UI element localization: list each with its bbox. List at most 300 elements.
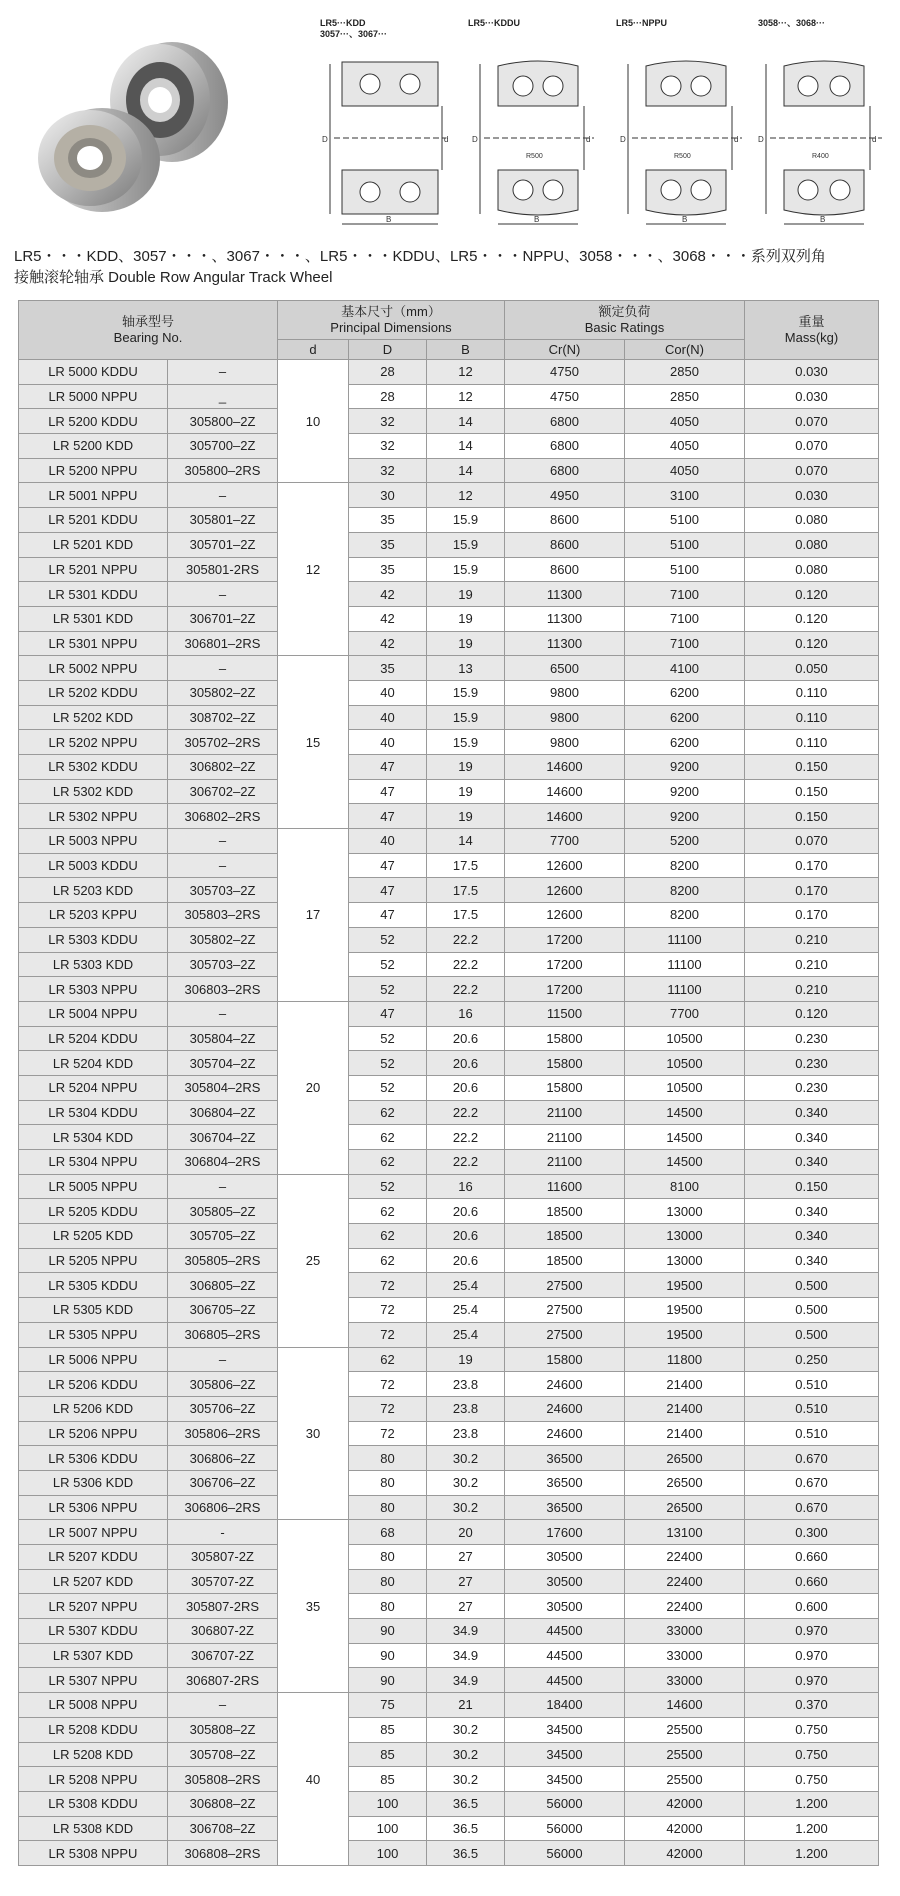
dynamic-load-cell: 34500 bbox=[505, 1717, 625, 1742]
outer-diameter-cell: 68 bbox=[349, 1520, 427, 1545]
header-d: d bbox=[278, 340, 349, 360]
bearing-no-cell: LR 5200 KDDU bbox=[19, 409, 168, 434]
static-load-cell: 14500 bbox=[625, 1125, 745, 1150]
outer-diameter-cell: 100 bbox=[349, 1791, 427, 1816]
static-load-cell: 14600 bbox=[625, 1693, 745, 1718]
equivalent-no-cell: – bbox=[168, 1347, 278, 1372]
equivalent-no-cell: 305803–2RS bbox=[168, 903, 278, 928]
equivalent-no-cell: – bbox=[168, 360, 278, 385]
static-load-cell: 7100 bbox=[625, 631, 745, 656]
mass-cell: 0.750 bbox=[745, 1767, 879, 1792]
table-row bbox=[19, 1594, 879, 1619]
table-row bbox=[19, 1174, 879, 1199]
static-load-cell: 11100 bbox=[625, 977, 745, 1002]
static-load-cell: 26500 bbox=[625, 1470, 745, 1495]
table-row bbox=[19, 1298, 879, 1323]
caption-line-2: 接触滚轮轴承 Double Row Angular Track Wheel bbox=[14, 269, 333, 286]
table-row bbox=[19, 483, 879, 508]
static-load-cell: 2850 bbox=[625, 360, 745, 385]
width-cell: 30.2 bbox=[427, 1446, 505, 1471]
bearing-no-cell: LR 5305 KDD bbox=[19, 1298, 168, 1323]
outer-diameter-cell: 62 bbox=[349, 1150, 427, 1175]
equivalent-no-cell: 305702–2RS bbox=[168, 730, 278, 755]
dynamic-load-cell: 8600 bbox=[505, 508, 625, 533]
mass-cell: 0.150 bbox=[745, 779, 879, 804]
bearing-no-cell: LR 5204 NPPU bbox=[19, 1075, 168, 1100]
table-row bbox=[19, 1248, 879, 1273]
equivalent-no-cell: – bbox=[168, 483, 278, 508]
bearing-no-cell: LR 5003 NPPU bbox=[19, 829, 168, 854]
width-cell: 14 bbox=[427, 458, 505, 483]
table-row bbox=[19, 1470, 879, 1495]
bore-diameter-cell: 15 bbox=[278, 656, 349, 829]
bore-diameter-cell: 40 bbox=[278, 1693, 349, 1866]
table-row bbox=[19, 977, 879, 1002]
table-row bbox=[19, 1545, 879, 1570]
static-load-cell: 4050 bbox=[625, 458, 745, 483]
table-row bbox=[19, 853, 879, 878]
bearing-no-cell: LR 5201 NPPU bbox=[19, 557, 168, 582]
width-cell: 15.9 bbox=[427, 557, 505, 582]
equivalent-no-cell: 306802–2Z bbox=[168, 755, 278, 780]
caption-line-1: LR5・・・KDD、3057・・・、3067・・・、LR5・・・KDDU、LR5・・・NPPU、3058・・・、3068・・・系列双列角 bbox=[14, 248, 826, 265]
equivalent-no-cell: 306803–2RS bbox=[168, 977, 278, 1002]
static-load-cell: 33000 bbox=[625, 1643, 745, 1668]
outer-diameter-cell: 72 bbox=[349, 1421, 427, 1446]
table-row bbox=[19, 532, 879, 557]
table-row bbox=[19, 705, 879, 730]
width-cell: 25.4 bbox=[427, 1298, 505, 1323]
static-load-cell: 8200 bbox=[625, 903, 745, 928]
width-cell: 20.6 bbox=[427, 1051, 505, 1076]
mass-cell: 0.660 bbox=[745, 1545, 879, 1570]
mass-cell: 0.080 bbox=[745, 557, 879, 582]
bearing-no-cell: LR 5200 KDD bbox=[19, 434, 168, 459]
mass-cell: 0.110 bbox=[745, 680, 879, 705]
dynamic-load-cell: 36500 bbox=[505, 1495, 625, 1520]
bearing-no-cell: LR 5308 NPPU bbox=[19, 1841, 168, 1866]
table-row bbox=[19, 1273, 879, 1298]
static-load-cell: 6200 bbox=[625, 730, 745, 755]
outer-diameter-cell: 32 bbox=[349, 458, 427, 483]
table-row bbox=[19, 1125, 879, 1150]
diagram-label: LR5···KDDU bbox=[468, 18, 520, 28]
equivalent-no-cell: 305805–2RS bbox=[168, 1248, 278, 1273]
outer-diameter-cell: 35 bbox=[349, 508, 427, 533]
mass-cell: 1.200 bbox=[745, 1841, 879, 1866]
outer-diameter-cell: 72 bbox=[349, 1273, 427, 1298]
static-load-cell: 22400 bbox=[625, 1545, 745, 1570]
bearing-spec-table bbox=[18, 300, 879, 1866]
table-row bbox=[19, 1100, 879, 1125]
width-cell: 12 bbox=[427, 483, 505, 508]
dynamic-load-cell: 56000 bbox=[505, 1791, 625, 1816]
dynamic-load-cell: 21100 bbox=[505, 1125, 625, 1150]
static-load-cell: 10500 bbox=[625, 1075, 745, 1100]
outer-diameter-cell: 80 bbox=[349, 1495, 427, 1520]
width-cell: 20.6 bbox=[427, 1199, 505, 1224]
equivalent-no-cell: 305801–2Z bbox=[168, 508, 278, 533]
equivalent-no-cell: 306806–2Z bbox=[168, 1446, 278, 1471]
dynamic-load-cell: 8600 bbox=[505, 532, 625, 557]
table-row bbox=[19, 1026, 879, 1051]
outer-diameter-cell: 72 bbox=[349, 1322, 427, 1347]
width-cell: 15.9 bbox=[427, 508, 505, 533]
outer-diameter-cell: 47 bbox=[349, 853, 427, 878]
outer-diameter-cell: 40 bbox=[349, 680, 427, 705]
mass-cell: 0.170 bbox=[745, 853, 879, 878]
table-row bbox=[19, 804, 879, 829]
table-body bbox=[19, 360, 879, 1866]
dynamic-load-cell: 34500 bbox=[505, 1767, 625, 1792]
equivalent-no-cell: 306807-2RS bbox=[168, 1668, 278, 1693]
svg-text:R400: R400 bbox=[812, 153, 829, 160]
width-cell: 30.2 bbox=[427, 1767, 505, 1792]
outer-diameter-cell: 52 bbox=[349, 1051, 427, 1076]
bearing-no-cell: LR 5307 KDDU bbox=[19, 1619, 168, 1644]
equivalent-no-cell: 305804–2Z bbox=[168, 1026, 278, 1051]
mass-cell: 0.750 bbox=[745, 1742, 879, 1767]
equivalent-no-cell: 305807-2RS bbox=[168, 1594, 278, 1619]
dynamic-load-cell: 27500 bbox=[505, 1273, 625, 1298]
outer-diameter-cell: 40 bbox=[349, 730, 427, 755]
table-row bbox=[19, 1150, 879, 1175]
table-row bbox=[19, 878, 879, 903]
width-cell: 22.2 bbox=[427, 977, 505, 1002]
width-cell: 15.9 bbox=[427, 705, 505, 730]
mass-cell: 0.500 bbox=[745, 1322, 879, 1347]
width-cell: 15.9 bbox=[427, 680, 505, 705]
table-row bbox=[19, 1446, 879, 1471]
width-cell: 36.5 bbox=[427, 1841, 505, 1866]
dynamic-load-cell: 7700 bbox=[505, 829, 625, 854]
equivalent-no-cell: 305808–2Z bbox=[168, 1717, 278, 1742]
width-cell: 15.9 bbox=[427, 532, 505, 557]
outer-diameter-cell: 47 bbox=[349, 804, 427, 829]
static-load-cell: 4050 bbox=[625, 434, 745, 459]
outer-diameter-cell: 42 bbox=[349, 582, 427, 607]
mass-cell: 0.210 bbox=[745, 927, 879, 952]
equivalent-no-cell: 305708–2Z bbox=[168, 1742, 278, 1767]
bearing-no-cell: LR 5308 KDDU bbox=[19, 1791, 168, 1816]
bore-diameter-cell: 17 bbox=[278, 829, 349, 1002]
mass-cell: 0.970 bbox=[745, 1619, 879, 1644]
bearing-no-cell: LR 5305 NPPU bbox=[19, 1322, 168, 1347]
outer-diameter-cell: 47 bbox=[349, 903, 427, 928]
outer-diameter-cell: 47 bbox=[349, 1001, 427, 1026]
outer-diameter-cell: 75 bbox=[349, 1693, 427, 1718]
mass-cell: 0.110 bbox=[745, 730, 879, 755]
dynamic-load-cell: 17600 bbox=[505, 1520, 625, 1545]
bearing-no-cell: LR 5200 NPPU bbox=[19, 458, 168, 483]
static-load-cell: 21400 bbox=[625, 1421, 745, 1446]
bearing-no-cell: LR 5205 KDD bbox=[19, 1224, 168, 1249]
mass-cell: 0.340 bbox=[745, 1125, 879, 1150]
table-row bbox=[19, 1841, 879, 1866]
mass-cell: 0.030 bbox=[745, 384, 879, 409]
diagram-label: LR5···NPPU bbox=[616, 18, 667, 28]
table-row bbox=[19, 1569, 879, 1594]
width-cell: 30.2 bbox=[427, 1470, 505, 1495]
mass-cell: 0.170 bbox=[745, 878, 879, 903]
outer-diameter-cell: 72 bbox=[349, 1298, 427, 1323]
mass-cell: 0.500 bbox=[745, 1298, 879, 1323]
outer-diameter-cell: 100 bbox=[349, 1816, 427, 1841]
dynamic-load-cell: 44500 bbox=[505, 1668, 625, 1693]
width-cell: 20.6 bbox=[427, 1224, 505, 1249]
outer-diameter-cell: 62 bbox=[349, 1347, 427, 1372]
svg-text:D: D bbox=[472, 135, 478, 144]
table-row bbox=[19, 680, 879, 705]
mass-cell: 0.670 bbox=[745, 1470, 879, 1495]
bearing-no-cell: LR 5202 KDD bbox=[19, 705, 168, 730]
table-row bbox=[19, 755, 879, 780]
bearing-no-cell: LR 5206 NPPU bbox=[19, 1421, 168, 1446]
dynamic-load-cell: 12600 bbox=[505, 878, 625, 903]
static-load-cell: 42000 bbox=[625, 1841, 745, 1866]
table-row bbox=[19, 1051, 879, 1076]
static-load-cell: 19500 bbox=[625, 1322, 745, 1347]
table-row bbox=[19, 730, 879, 755]
bearing-no-cell: LR 5204 KDD bbox=[19, 1051, 168, 1076]
outer-diameter-cell: 72 bbox=[349, 1396, 427, 1421]
table-row bbox=[19, 903, 879, 928]
table-row bbox=[19, 1322, 879, 1347]
bearing-no-cell: LR 5202 NPPU bbox=[19, 730, 168, 755]
static-load-cell: 21400 bbox=[625, 1396, 745, 1421]
bearing-no-cell: LR 5301 KDD bbox=[19, 606, 168, 631]
bearing-no-cell: LR 5008 NPPU bbox=[19, 1693, 168, 1718]
static-load-cell: 14500 bbox=[625, 1100, 745, 1125]
width-cell: 34.9 bbox=[427, 1668, 505, 1693]
equivalent-no-cell: 305808–2RS bbox=[168, 1767, 278, 1792]
static-load-cell: 25500 bbox=[625, 1717, 745, 1742]
table-row bbox=[19, 458, 879, 483]
width-cell: 16 bbox=[427, 1001, 505, 1026]
static-load-cell: 42000 bbox=[625, 1791, 745, 1816]
equivalent-no-cell: 308702–2Z bbox=[168, 705, 278, 730]
width-cell: 27 bbox=[427, 1594, 505, 1619]
table-row bbox=[19, 1767, 879, 1792]
equivalent-no-cell: – bbox=[168, 829, 278, 854]
mass-cell: 0.210 bbox=[745, 952, 879, 977]
width-cell: 27 bbox=[427, 1569, 505, 1594]
bore-diameter-cell: 12 bbox=[278, 483, 349, 656]
mass-cell: 1.200 bbox=[745, 1816, 879, 1841]
header-cr: Cr(N) bbox=[505, 340, 625, 360]
bearing-no-cell: LR 5004 NPPU bbox=[19, 1001, 168, 1026]
svg-text:D: D bbox=[620, 135, 626, 144]
equivalent-no-cell: – bbox=[168, 582, 278, 607]
mass-cell: 0.510 bbox=[745, 1421, 879, 1446]
bearing-no-cell: LR 5307 NPPU bbox=[19, 1668, 168, 1693]
static-load-cell: 42000 bbox=[625, 1816, 745, 1841]
width-cell: 16 bbox=[427, 1174, 505, 1199]
width-cell: 25.4 bbox=[427, 1273, 505, 1298]
equivalent-no-cell: – bbox=[168, 1174, 278, 1199]
static-load-cell: 11100 bbox=[625, 952, 745, 977]
table-row bbox=[19, 409, 879, 434]
dynamic-load-cell: 11300 bbox=[505, 606, 625, 631]
width-cell: 17.5 bbox=[427, 853, 505, 878]
width-cell: 22.2 bbox=[427, 927, 505, 952]
table-row bbox=[19, 1816, 879, 1841]
outer-diameter-cell: 62 bbox=[349, 1248, 427, 1273]
svg-text:d: d bbox=[444, 135, 449, 144]
dynamic-load-cell: 11300 bbox=[505, 582, 625, 607]
dynamic-load-cell: 9800 bbox=[505, 680, 625, 705]
outer-diameter-cell: 35 bbox=[349, 656, 427, 681]
equivalent-no-cell: 305806–2RS bbox=[168, 1421, 278, 1446]
static-load-cell: 25500 bbox=[625, 1742, 745, 1767]
outer-diameter-cell: 40 bbox=[349, 829, 427, 854]
dynamic-load-cell: 36500 bbox=[505, 1470, 625, 1495]
outer-diameter-cell: 100 bbox=[349, 1841, 427, 1866]
table-row bbox=[19, 360, 879, 385]
width-cell: 23.8 bbox=[427, 1396, 505, 1421]
static-load-cell: 11800 bbox=[625, 1347, 745, 1372]
bore-diameter-cell: 25 bbox=[278, 1174, 349, 1347]
equivalent-no-cell: 305801-2RS bbox=[168, 557, 278, 582]
svg-text:B: B bbox=[386, 215, 392, 224]
bearing-no-cell: LR 5206 KDDU bbox=[19, 1372, 168, 1397]
mass-cell: 0.070 bbox=[745, 434, 879, 459]
width-cell: 30.2 bbox=[427, 1495, 505, 1520]
diagram-kdd bbox=[320, 18, 465, 233]
width-cell: 19 bbox=[427, 779, 505, 804]
bearing-no-cell: LR 5203 KPPU bbox=[19, 903, 168, 928]
header-mass: 重量 Mass(kg) bbox=[745, 301, 879, 360]
static-load-cell: 7100 bbox=[625, 606, 745, 631]
outer-diameter-cell: 52 bbox=[349, 1075, 427, 1100]
equivalent-no-cell: 305704–2Z bbox=[168, 1051, 278, 1076]
static-load-cell: 13000 bbox=[625, 1224, 745, 1249]
table-row bbox=[19, 1396, 879, 1421]
bore-diameter-cell: 20 bbox=[278, 1001, 349, 1174]
mass-cell: 0.030 bbox=[745, 483, 879, 508]
svg-text:D: D bbox=[758, 135, 764, 144]
equivalent-no-cell: 306808–2RS bbox=[168, 1841, 278, 1866]
svg-text:B: B bbox=[820, 215, 826, 224]
static-load-cell: 5100 bbox=[625, 508, 745, 533]
equivalent-no-cell: 306701–2Z bbox=[168, 606, 278, 631]
table-row bbox=[19, 1224, 879, 1249]
dynamic-load-cell: 30500 bbox=[505, 1569, 625, 1594]
width-cell: 34.9 bbox=[427, 1619, 505, 1644]
outer-diameter-cell: 62 bbox=[349, 1100, 427, 1125]
equivalent-no-cell: 305802–2Z bbox=[168, 680, 278, 705]
mass-cell: 0.340 bbox=[745, 1224, 879, 1249]
table-row bbox=[19, 1791, 879, 1816]
mass-cell: 0.340 bbox=[745, 1248, 879, 1273]
equivalent-no-cell: 306805–2Z bbox=[168, 1273, 278, 1298]
mass-cell: 0.970 bbox=[745, 1643, 879, 1668]
table-row bbox=[19, 606, 879, 631]
mass-cell: 0.050 bbox=[745, 656, 879, 681]
bearing-no-cell: LR 5007 NPPU bbox=[19, 1520, 168, 1545]
width-cell: 19 bbox=[427, 1347, 505, 1372]
mass-cell: 0.080 bbox=[745, 532, 879, 557]
table-row bbox=[19, 1001, 879, 1026]
static-load-cell: 19500 bbox=[625, 1298, 745, 1323]
outer-diameter-cell: 52 bbox=[349, 977, 427, 1002]
mass-cell: 0.600 bbox=[745, 1594, 879, 1619]
static-load-cell: 5100 bbox=[625, 532, 745, 557]
equivalent-no-cell: 305705–2Z bbox=[168, 1224, 278, 1249]
mass-cell: 0.120 bbox=[745, 606, 879, 631]
mass-cell: 0.670 bbox=[745, 1446, 879, 1471]
dynamic-load-cell: 56000 bbox=[505, 1841, 625, 1866]
dynamic-load-cell: 18500 bbox=[505, 1224, 625, 1249]
outer-diameter-cell: 35 bbox=[349, 557, 427, 582]
equivalent-no-cell: 305806–2Z bbox=[168, 1372, 278, 1397]
bearing-no-cell: LR 5306 KDDU bbox=[19, 1446, 168, 1471]
equivalent-no-cell: 305701–2Z bbox=[168, 532, 278, 557]
outer-diameter-cell: 62 bbox=[349, 1125, 427, 1150]
header-bearing-no: 轴承型号 Bearing No. bbox=[19, 301, 278, 360]
table-row bbox=[19, 508, 879, 533]
svg-text:d: d bbox=[586, 135, 591, 144]
width-cell: 19 bbox=[427, 606, 505, 631]
dynamic-load-cell: 11600 bbox=[505, 1174, 625, 1199]
outer-diameter-cell: 28 bbox=[349, 360, 427, 385]
mass-cell: 0.230 bbox=[745, 1026, 879, 1051]
static-load-cell: 11100 bbox=[625, 927, 745, 952]
mass-cell: 0.120 bbox=[745, 582, 879, 607]
outer-diameter-cell: 40 bbox=[349, 705, 427, 730]
equivalent-no-cell: 306806–2RS bbox=[168, 1495, 278, 1520]
bearing-no-cell: LR 5205 NPPU bbox=[19, 1248, 168, 1273]
bearing-no-cell: LR 5303 KDDU bbox=[19, 927, 168, 952]
mass-cell: 0.210 bbox=[745, 977, 879, 1002]
outer-diameter-cell: 47 bbox=[349, 755, 427, 780]
table-row bbox=[19, 1643, 879, 1668]
equivalent-no-cell: – bbox=[168, 656, 278, 681]
static-load-cell: 8200 bbox=[625, 853, 745, 878]
dynamic-load-cell: 9800 bbox=[505, 730, 625, 755]
static-load-cell: 33000 bbox=[625, 1619, 745, 1644]
bearing-no-cell: LR 5303 KDD bbox=[19, 952, 168, 977]
table-row bbox=[19, 952, 879, 977]
table-row bbox=[19, 631, 879, 656]
bearing-no-cell: LR 5006 NPPU bbox=[19, 1347, 168, 1372]
outer-diameter-cell: 80 bbox=[349, 1569, 427, 1594]
bearing-no-cell: LR 5302 KDDU bbox=[19, 755, 168, 780]
equivalent-no-cell: 306804–2RS bbox=[168, 1150, 278, 1175]
outer-diameter-cell: 90 bbox=[349, 1619, 427, 1644]
equivalent-no-cell: 306706–2Z bbox=[168, 1470, 278, 1495]
static-load-cell: 21400 bbox=[625, 1372, 745, 1397]
mass-cell: 0.070 bbox=[745, 458, 879, 483]
static-load-cell: 22400 bbox=[625, 1594, 745, 1619]
static-load-cell: 5200 bbox=[625, 829, 745, 854]
table-row bbox=[19, 779, 879, 804]
dynamic-load-cell: 44500 bbox=[505, 1643, 625, 1668]
dynamic-load-cell: 56000 bbox=[505, 1816, 625, 1841]
outer-diameter-cell: 62 bbox=[349, 1224, 427, 1249]
table-row bbox=[19, 1347, 879, 1372]
bearing-no-cell: LR 5000 NPPU bbox=[19, 384, 168, 409]
equivalent-no-cell: 305703–2Z bbox=[168, 952, 278, 977]
width-cell: 23.8 bbox=[427, 1421, 505, 1446]
mass-cell: 0.120 bbox=[745, 631, 879, 656]
width-cell: 14 bbox=[427, 409, 505, 434]
width-cell: 17.5 bbox=[427, 903, 505, 928]
dynamic-load-cell: 4750 bbox=[505, 384, 625, 409]
diagram-3058 bbox=[758, 18, 900, 233]
width-cell: 22.2 bbox=[427, 1125, 505, 1150]
bearing-no-cell: LR 5306 KDD bbox=[19, 1470, 168, 1495]
